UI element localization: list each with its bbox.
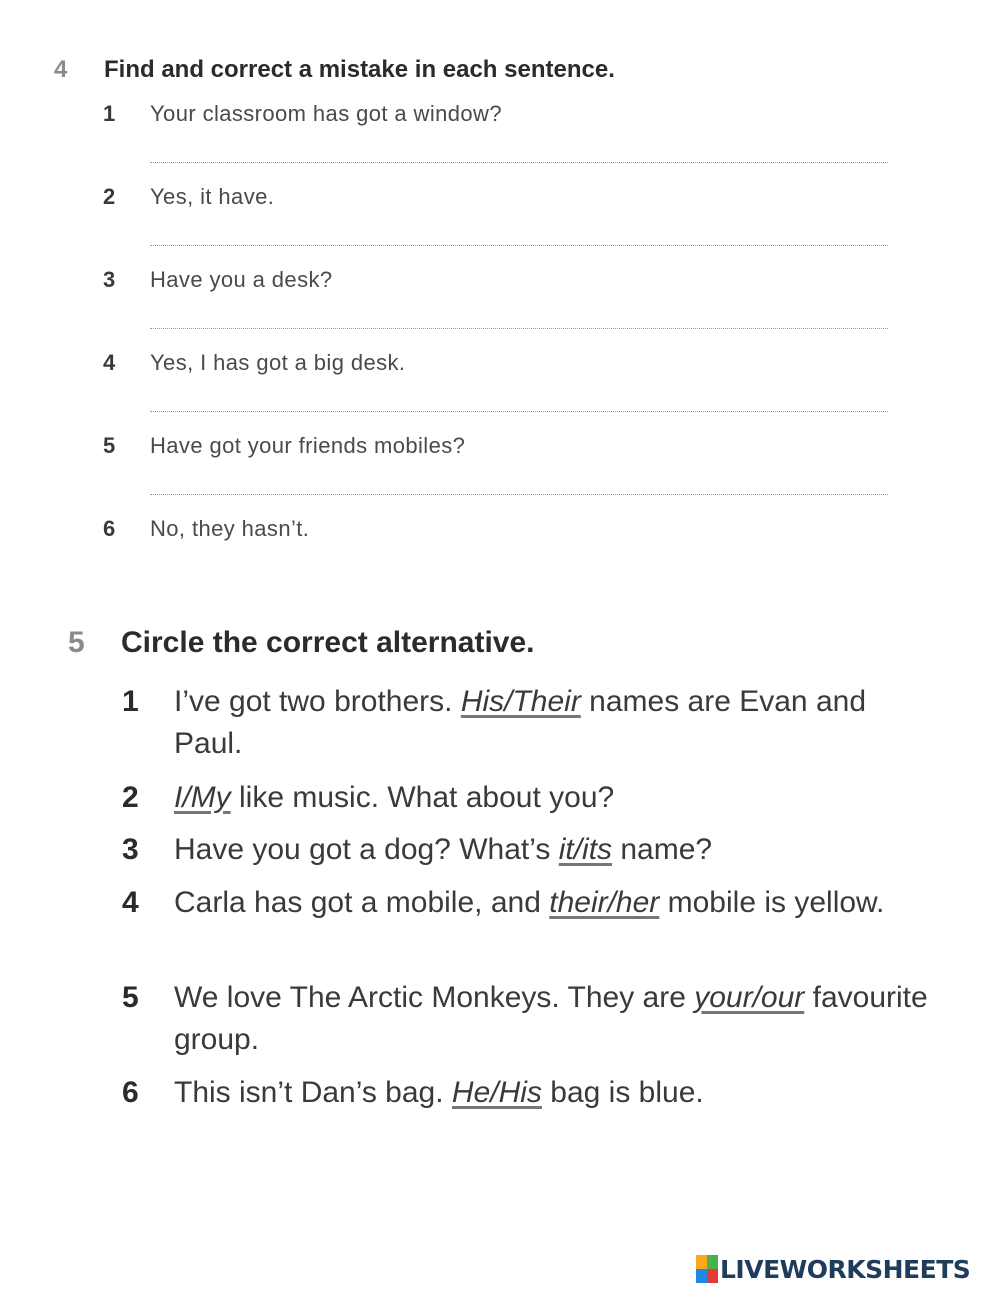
answer-line-4[interactable]: [150, 411, 888, 412]
liveworksheets-logo: [696, 1252, 970, 1286]
exercise-4-item-6: [103, 516, 309, 542]
item-number: 6: [103, 516, 116, 541]
logo-text: LIVEWORKSHEETS: [720, 1254, 971, 1284]
exercise-5-item-2: [122, 777, 942, 819]
exercise-4-item-3: [103, 267, 333, 293]
item-text-after: name?: [612, 833, 713, 866]
item-number: 1: [122, 685, 139, 718]
item-text-after: like music. What about you?: [230, 781, 615, 814]
exercise-4-item-1: [103, 101, 502, 127]
item-number: 4: [122, 886, 139, 919]
exercise-5-item-5: [122, 977, 942, 1061]
item-text: [174, 1072, 942, 1114]
item-number: 3: [103, 267, 116, 292]
answer-line-2[interactable]: [150, 245, 888, 246]
item-text-before: We love The Arctic Monkeys. They are: [174, 981, 695, 1014]
exercise-5-item-4: [122, 882, 942, 924]
answer-line-3[interactable]: [150, 328, 888, 329]
item-number: 4: [103, 350, 116, 375]
exercise-4-instruction: Find and correct a mistake in each sentence.: [104, 56, 615, 83]
exercise-4-item-2: [103, 184, 274, 210]
alternative-choice[interactable]: your/our: [694, 981, 805, 1014]
item-text: [174, 681, 942, 765]
item-text: Your classroom has got a window?: [150, 101, 502, 126]
item-text-before: This isn’t Dan’s bag.: [174, 1076, 452, 1109]
item-text: [174, 777, 942, 819]
item-text-before: Carla has got a mobile, and: [174, 886, 550, 919]
exercise-4-heading: [54, 56, 615, 84]
item-number: 1: [103, 101, 116, 126]
alternative-choice[interactable]: His/Their: [460, 685, 581, 718]
item-text-before: I’ve got two brothers.: [174, 685, 461, 718]
answer-line-5[interactable]: [150, 494, 888, 495]
item-number: 5: [103, 433, 116, 458]
item-text: Yes, I has got a big desk.: [150, 350, 406, 375]
alternative-choice[interactable]: He/His: [451, 1076, 542, 1109]
alternative-choice[interactable]: it/its: [558, 833, 613, 866]
item-number: 2: [122, 781, 139, 814]
answer-line-1[interactable]: [150, 162, 888, 163]
exercise-5-item-3: [122, 829, 942, 871]
exercise-4-number: 4: [54, 56, 68, 83]
exercise-4-item-4: [103, 350, 405, 376]
exercise-5-number: 5: [68, 626, 85, 659]
item-text: Yes, it have.: [150, 184, 275, 209]
exercise-5-heading: [68, 626, 535, 660]
item-number: 5: [122, 981, 139, 1014]
exercise-5-item-6: [122, 1072, 942, 1114]
exercise-4-item-5: [103, 433, 465, 459]
item-number: 2: [103, 184, 116, 209]
item-text-after: names are Evan and Paul.: [174, 685, 867, 760]
item-number: 6: [122, 1076, 139, 1109]
alternative-choice[interactable]: I/My: [174, 781, 231, 814]
item-text: [174, 829, 942, 871]
item-text-after: favourite group.: [174, 981, 928, 1056]
item-text: [174, 977, 942, 1061]
item-text: No, they hasn’t.: [150, 516, 310, 541]
item-number: 3: [122, 833, 139, 866]
alternative-choice[interactable]: their/her: [549, 886, 660, 919]
item-text-after: mobile is yellow.: [659, 886, 885, 919]
item-text-after: bag is blue.: [541, 1076, 704, 1109]
exercise-5-instruction: Circle the correct alternative.: [121, 626, 535, 659]
logo-mark-icon: [696, 1255, 718, 1283]
item-text: Have got your friends mobiles?: [150, 433, 466, 458]
item-text-before: Have you got a dog? What’s: [174, 833, 559, 866]
item-text: Have you a desk?: [150, 267, 333, 292]
exercise-5-item-1: [122, 681, 942, 765]
item-text: [174, 882, 942, 924]
